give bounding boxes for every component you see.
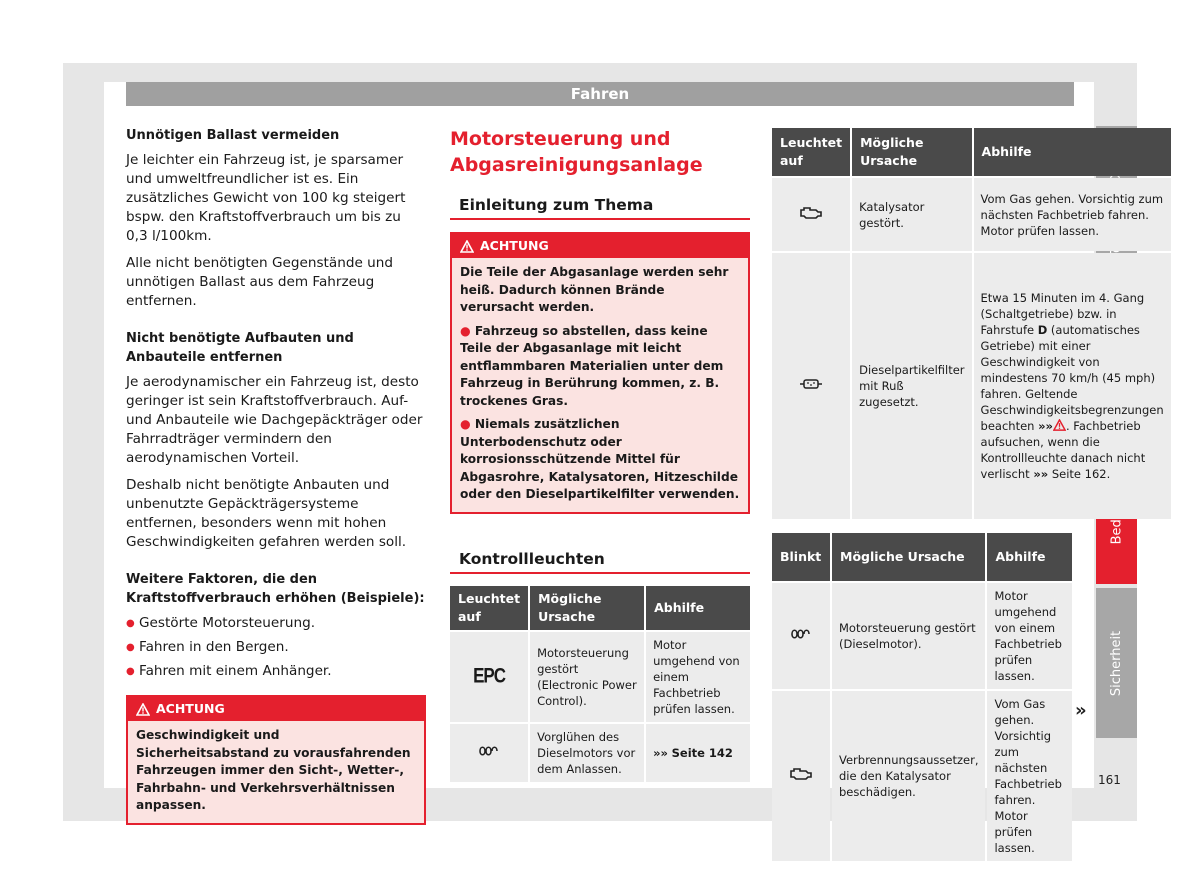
table-row (772, 691, 1072, 861)
table-row (772, 178, 1171, 251)
warning-bullet-text: Niemals zusätzlichen Unterbodenschutz oder korrosionsschützende Mittel für Abgasrohre, Katalysatoren, Hitzeschilde oder den Dieselpartikelfilter verwenden. (460, 417, 740, 501)
link-arrow[interactable]: »» (1038, 419, 1053, 433)
title-line: Motorsteuerung und (450, 128, 671, 150)
section-title: Weitere Faktoren, die den Kraftstoffverbrauch erhöhen (Beispiele): (126, 572, 425, 606)
remedy-cell (974, 253, 1171, 519)
link-arrow[interactable]: »» (1033, 467, 1049, 481)
column-header: Abhilfe (987, 533, 1072, 581)
bullet-dot-icon: ● (460, 323, 475, 338)
column-header: Mögliche Ursache (530, 586, 644, 630)
column-header: Leuchtet auf (772, 128, 850, 176)
title-line: Abgasreinigungsanlage (450, 154, 703, 176)
list-item: ● Fahren in den Bergen. (126, 638, 426, 657)
remedy-cell: Vom Gas gehen. Vorsichtig zum nächsten Fachbetrieb fahren. Motor prüfen lassen. (987, 691, 1072, 861)
cause-cell: Verbrennungsaussetzer, die den Katalysator beschädigen. (832, 691, 985, 861)
remedy-text: . Fachbetrieb aufsuchen, wenn die Kontrollleuchte danach nicht verlischt (980, 419, 1146, 481)
column-header: Mögliche Ursache (832, 533, 985, 581)
glow-plug-icon (477, 744, 501, 758)
remedy-cell: Vom Gas gehen. Vorsichtig zum nächsten Fachbetrieb fahren. Motor prüfen lassen. (974, 178, 1171, 251)
column-header: Abhilfe (646, 586, 750, 630)
section-heading: Kontrollleuchten (450, 550, 750, 574)
cause-cell: Motorsteuerung gestört (Dieselmotor). (832, 583, 985, 689)
remedy-cell: Motor umgehend von einem Fachbetrieb prüfen lassen. (987, 583, 1072, 689)
icon-cell (450, 724, 528, 782)
table-row (450, 632, 750, 722)
cause-cell: Katalysator gestört. (852, 178, 971, 251)
list-item: ● Fahren mit einem Anhänger. (126, 662, 426, 681)
paragraph: Deshalb nicht benötigte Anbauten und unbenutzte Gepäckträgersysteme entfernen, besonders wenn mit hohen Geschwindigkeiten gefahren werden soll. (126, 477, 407, 550)
table-header-row (772, 533, 1072, 581)
indicator-table-flashing (770, 531, 1074, 863)
icon-cell (772, 253, 850, 519)
warning-label: ACHTUNG (156, 701, 225, 716)
warning-bullet (460, 323, 740, 411)
paragraph: Je leichter ein Fahrzeug ist, je sparsamer und umweltfreundlicher ist es. Ein zusätzliches Gewicht von 100 kg steigert bspw. den Kraftstoffverbrauch um bis zu 0,3 l/100km. (126, 152, 406, 244)
table-row (772, 253, 1171, 519)
indicator-table-steady (770, 126, 1173, 521)
warning-label: ACHTUNG (480, 238, 549, 253)
warning-box (126, 695, 426, 825)
icon-cell (772, 583, 830, 689)
engine-check-icon (789, 766, 813, 782)
warning-triangle-icon (460, 240, 474, 253)
icon-cell (772, 178, 850, 251)
gear-position: D (1037, 323, 1048, 337)
table-row (772, 583, 1072, 689)
warning-header (128, 697, 424, 721)
page-number: 161 (1098, 773, 1121, 787)
warning-header (452, 234, 748, 258)
warning-body: Geschwindigkeit und Sicherheitsabstand zu vorausfahrenden Fahrzeugen immer den Sicht-, Wetter-, Fahrbahn- und Verkehrsverhältnissen anpassen. (136, 728, 411, 812)
cause-cell: Motorsteuerung gestört (Electronic Power Control). (530, 632, 644, 722)
column-header: Blinkt (772, 533, 830, 581)
page-reference-link[interactable]: Seite 142 (671, 745, 733, 760)
middle-column (450, 126, 750, 784)
cause-cell: Vorglühen des Dieselmotors vor dem Anlassen. (530, 724, 644, 782)
bullet-dot-icon: ● (460, 417, 475, 431)
tab-sicherheit[interactable] (1096, 588, 1137, 738)
warning-box (450, 232, 750, 514)
column-header: Abhilfe (974, 128, 1171, 176)
column-header: Mögliche Ursache (852, 128, 971, 176)
icon-cell (450, 632, 528, 722)
table-header-row (772, 128, 1171, 176)
cause-cell: Dieselpartikelfilter mit Ruß zugesetzt. (852, 253, 971, 519)
remedy-text: (automatisches Getriebe) mit einer Geschwindigkeit von mindestens 70 km/h (45 mph) fahren. Geltende Geschwindigkeitsbegrenzungen beachten (980, 323, 1164, 433)
warning-triangle-icon (136, 703, 150, 716)
chapter-title (450, 126, 750, 178)
table-row (450, 724, 750, 782)
continue-arrow-icon: » (1075, 700, 1087, 721)
page-reference-link[interactable]: Seite 162. (1048, 467, 1111, 481)
remedy-cell[interactable] (646, 724, 750, 782)
section-heading: Einleitung zum Thema (450, 196, 750, 220)
warning-paragraph: Die Teile der Abgasanlage werden sehr heiß. Dadurch können Brände verursacht werden. (460, 265, 729, 314)
epc-icon: EPC (473, 663, 506, 688)
tab-label: Sicherheit (1109, 630, 1124, 696)
warning-triangle-icon (1053, 419, 1066, 431)
list-item: ● Gestörte Motorsteuerung. (126, 614, 426, 633)
engine-check-icon (799, 205, 823, 221)
remedy-cell: Motor umgehend von einem Fachbetrieb prüfen lassen. (646, 632, 750, 722)
bullet-list (126, 614, 426, 681)
indicator-table (448, 584, 752, 784)
warning-bullet-text: Fahrzeug so abstellen, dass keine Teile der Abgasanlage mit leicht entflammbaren Materialien unter dem Fahrzeug in Berührung kommen, z. B. trockenes Gras. (460, 323, 724, 408)
chapter-header: Fahren (126, 82, 1074, 106)
section-title: Unnötigen Ballast vermeiden (126, 128, 340, 143)
left-column (126, 126, 426, 825)
column-header: Leuchtet auf (450, 586, 528, 630)
table-header-row (450, 586, 750, 630)
warning-body (452, 258, 748, 512)
icon-cell (772, 691, 830, 861)
paragraph: Je aerodynamischer ein Fahrzeug ist, desto geringer ist sein Kraftstoffverbrauch. Auf- und Anbauteile wie Dachgepäckträger oder Fahrradträger vermindern den aerodynamischen Vorteil. (126, 374, 423, 466)
glow-plug-icon (789, 627, 813, 641)
section-title: Nicht benötigte Aufbauten und Anbauteile entfernen (126, 331, 354, 365)
diesel-particulate-filter-icon (799, 377, 823, 391)
remedy-text: Etwa 15 Minuten im 4. Gang (Schaltgetriebe) bzw. in Fahrstufe (980, 291, 1145, 337)
link-arrow: »» (653, 745, 668, 760)
warning-bullet (460, 416, 740, 504)
paragraph: Alle nicht benötigten Gegenstände und unnötigen Ballast aus dem Fahrzeug entfernen. (126, 255, 393, 309)
